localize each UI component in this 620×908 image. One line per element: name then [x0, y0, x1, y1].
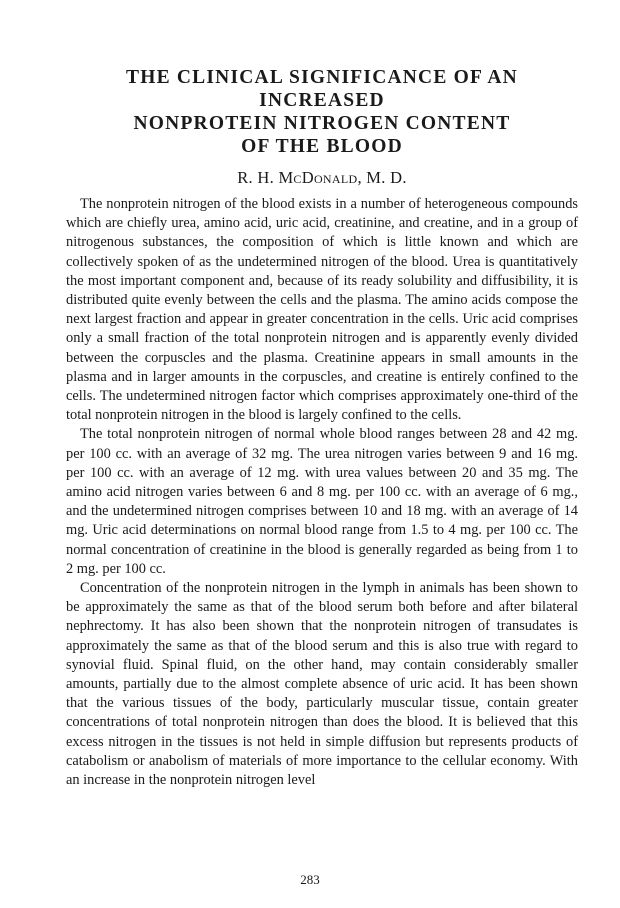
author-initials: R. H.: [237, 168, 279, 187]
title-line-2: NONPROTEIN NITROGEN CONTENT: [133, 113, 511, 134]
body-paragraph-1: The nonprotein nitrogen of the blood exists in a number of heterogeneous compounds which are chiefly urea, amino acid, uric acid, creatinine, and creatine, and in a group of nitrogenous substances, the composition of which is little known and which are collectively spoken of as the undetermined nitrogen of the blood. Urea is quantitatively the most important component and, because of its ready solubility and diffusibility, it is distributed quite evenly between the cells and the plasma. The amino acids compose the next largest fraction and appear in greater concentration in the cells. Uric acid comprises only a small fraction of the total nonprotein nitrogen and is apparently evenly divided between the corpuscles and the plasma. Creatinine appears in small amounts in the plasma and in larger amounts in the corpuscles, and creatine is entirely confined to the cells. The undetermined nitrogen factor which comprises approximately one-third of the total nonprotein nitrogen in the blood is largely confined to the cells.: [66, 196, 578, 424]
author-surname: McDonald: [278, 168, 358, 187]
author-degree: , M. D.: [357, 168, 407, 187]
body-paragraph-2: The total nonprotein nitrogen of normal whole blood ranges between 28 and 42 mg. per 100 cc. with an average of 32 mg. The urea nitrogen varies between 9 and 16 mg. per 100 cc. with an average of 12 mg. with urea values between 20 and 35 mg. The amino acid nitrogen varies between 6 and 8 mg. per 100 cc. with an average of 6 mg., and the undetermined nitrogen comprises between 10 and 18 mg. with an average of 14 mg. Uric acid determinations on normal blood range from 1.5 to 4 mg. per 100 cc. The normal concentration of creatinine in the blood is generally regarded as being from 1 to 2 mg. per 100 cc.: [66, 426, 578, 577]
body-paragraph-3: Concentration of the nonprotein nitrogen in the lymph in animals has been shown to be approximately the same as that of the blood serum both before and after bilateral nephrectomy. It has also been shown that the nonprotein nitrogen of transudates is approximately the same as that of the blood serum and this is also true with regard to synovial fluid. Spinal fluid, on the other hand, may contain considerably smaller amounts, partially due to the almost complete absence of uric acid. It has been shown that the various tissues of the body, particularly muscular tissue, contain greater concentrations of total nonprotein nitrogen than does the blood. It is believed that this excess nitrogen in the tissues is not held in simple diffusion but represents products of catabolism or anabolism of materials of more importance to the cellular economy. With an increase in the nonprotein nitrogen level: [66, 580, 578, 789]
title-line-3: OF THE BLOOD: [241, 136, 403, 157]
article-title: [66, 66, 578, 158]
title-line-1: THE CLINICAL SIGNIFICANCE OF AN INCREASED: [126, 67, 518, 111]
author-byline: [66, 168, 578, 188]
article-body: [66, 195, 578, 790]
page-number: 283: [300, 872, 320, 887]
